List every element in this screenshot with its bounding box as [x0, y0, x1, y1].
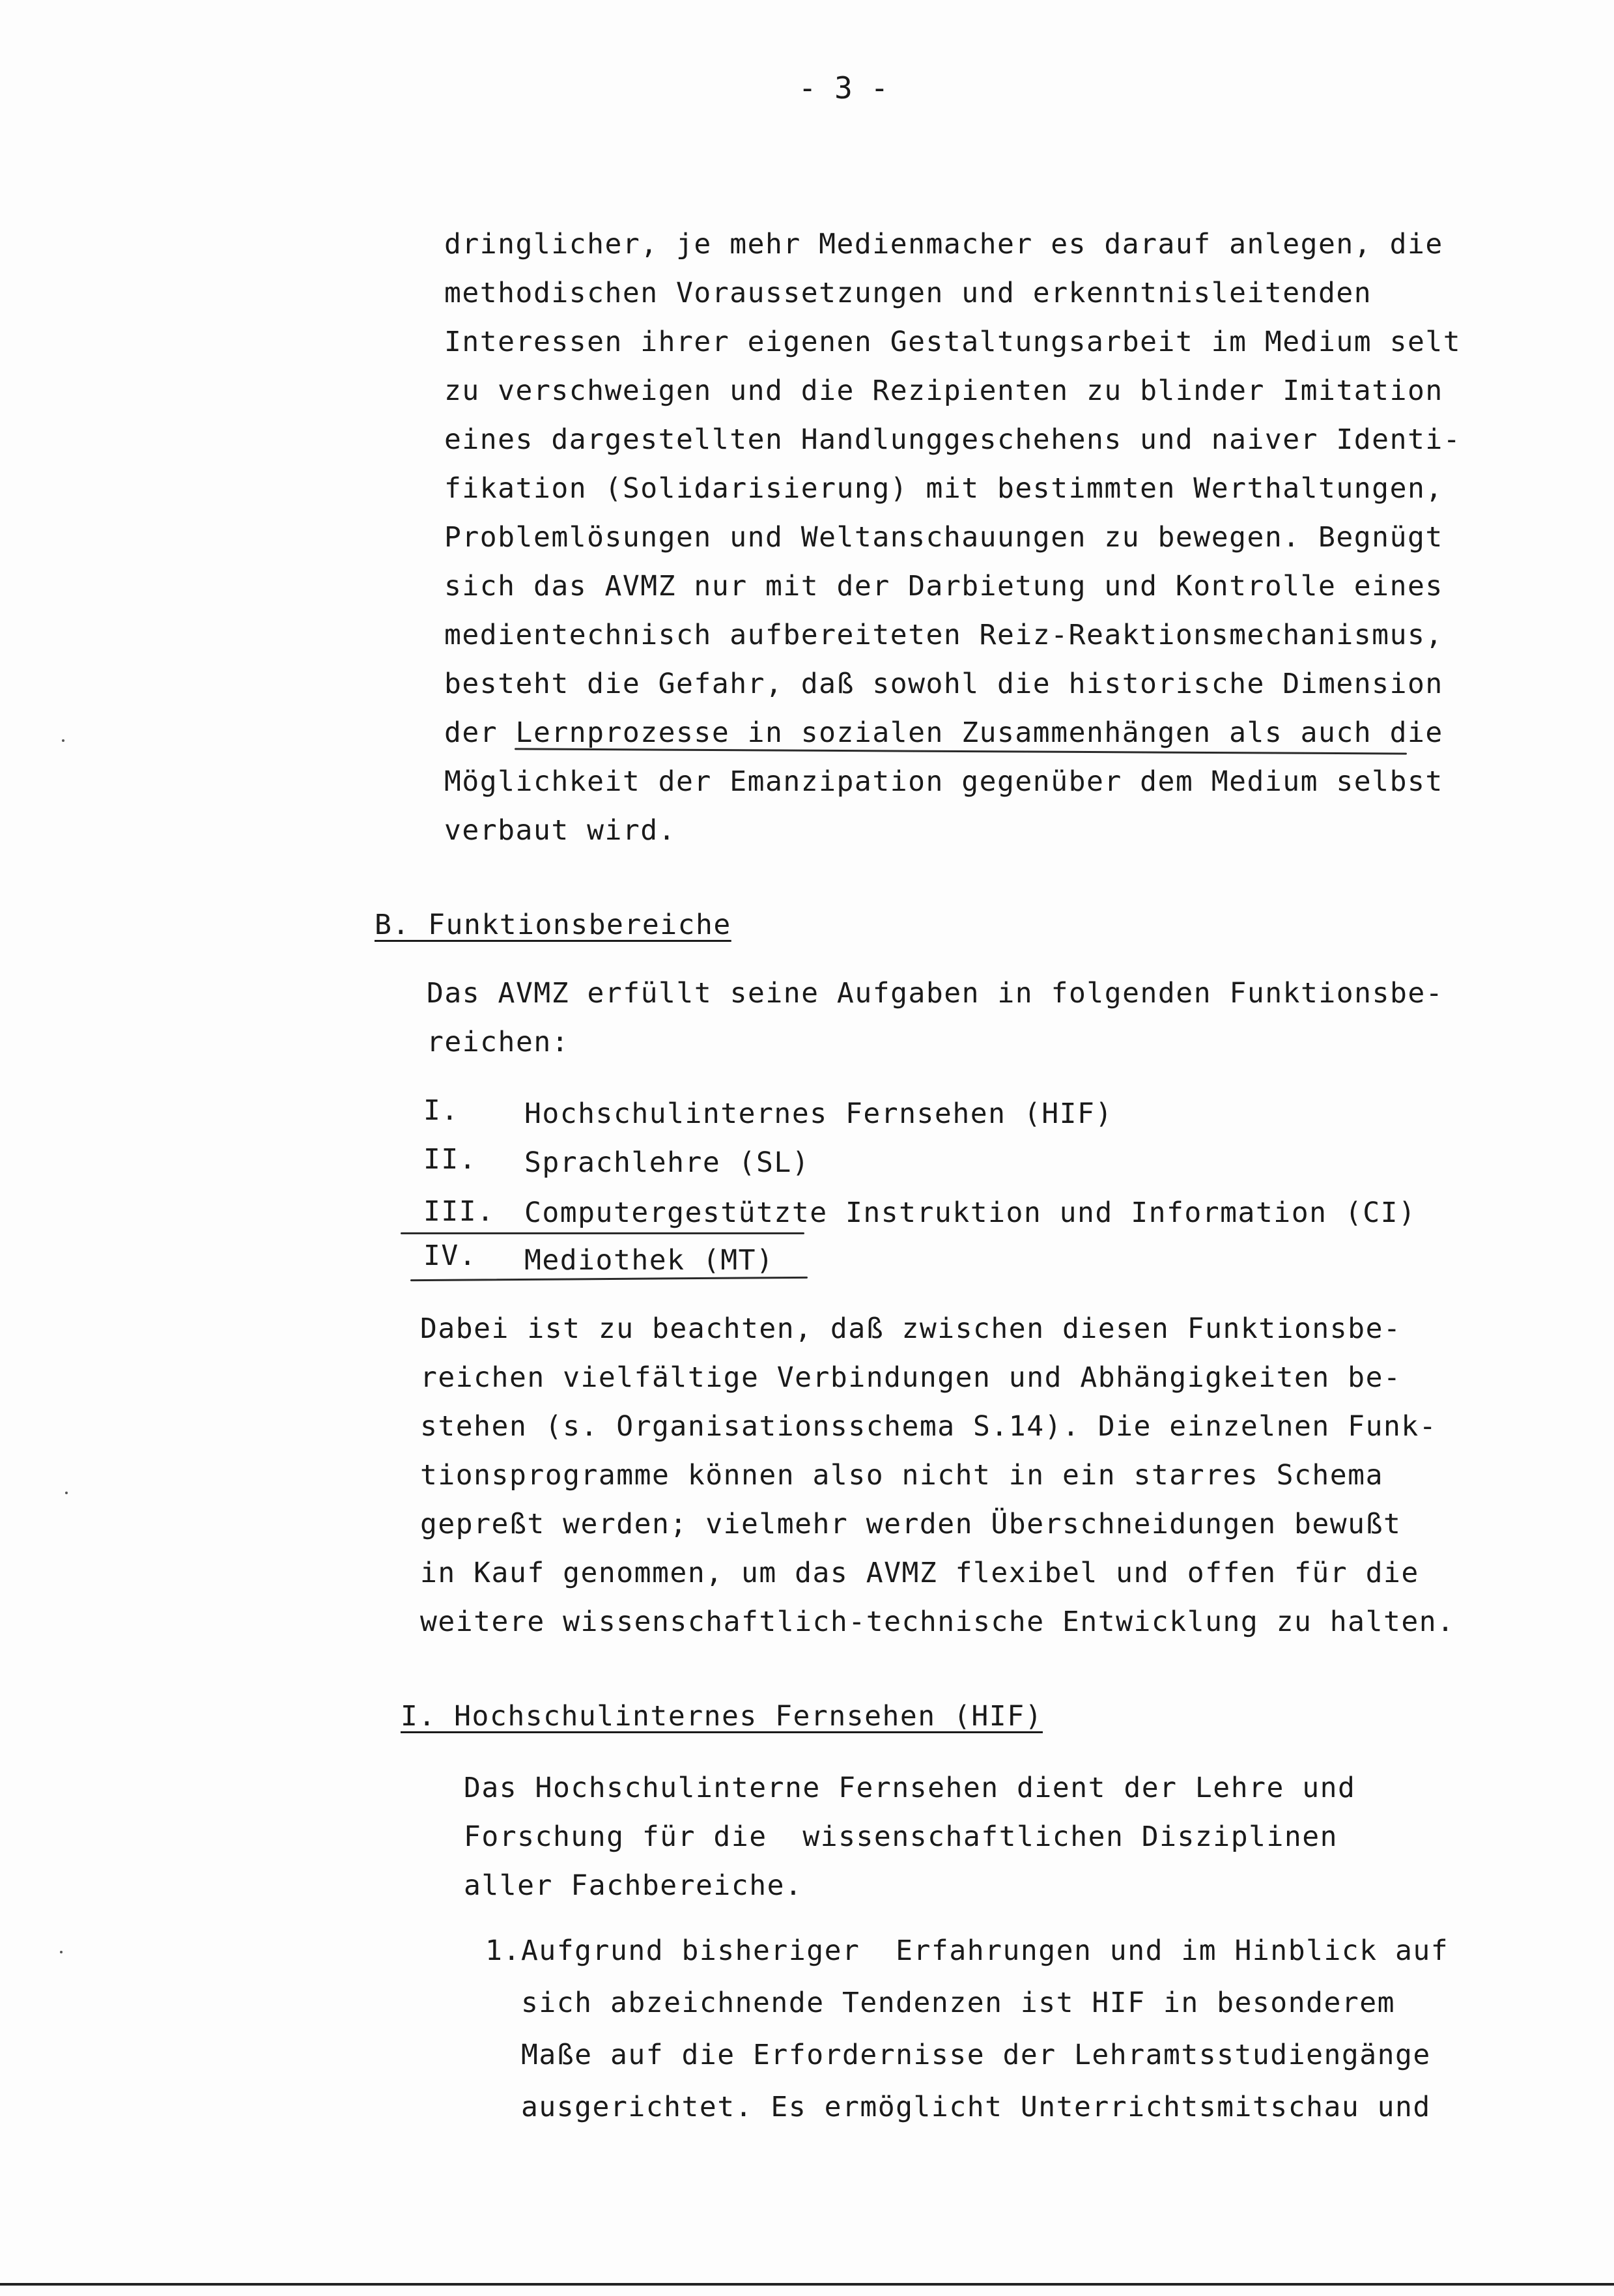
text-line: gepreßt werden; vielmehr werden Überschneidungen bewußt [420, 1508, 1402, 1540]
text-line: besteht die Gefahr, daß sowohl die historische Dimension [444, 668, 1443, 700]
bottom-edge-rule [0, 2283, 1614, 2286]
text-line: ausgerichtet. Es ermöglicht Unterrichtsmitschau und [521, 2091, 1431, 2123]
text-line: tionsprogramme können also nicht in ein starres Schema [420, 1459, 1383, 1492]
list-item: Sprachlehre (SL) [524, 1146, 810, 1179]
list-item: Mediothek (MT) [524, 1244, 774, 1277]
text-line: der Lernprozesse in sozialen Zusammenhängen als auch die [444, 716, 1443, 749]
text-line: Möglichkeit der Emanzipation gegenüber dem Medium selbst [444, 765, 1443, 798]
text-line: reichen: [427, 1026, 570, 1058]
section-heading: B. Funktionsbereiche [375, 909, 731, 941]
text-line: Maße auf die Erfordernisse der Lehramtsstudiengänge [521, 2039, 1431, 2071]
text-line: eines dargestellten Handlunggeschehens und naiver Identi- [444, 423, 1462, 456]
text-line: Problemlösungen und Weltanschauungen zu bewegen. Begnügt [444, 521, 1443, 554]
text-line: methodischen Voraussetzungen und erkenntnisleitenden [444, 277, 1372, 309]
section-heading: I. Hochschulinternes Fernsehen (HIF) [401, 1700, 1043, 1733]
item-number: 1. [485, 1935, 521, 1967]
text-line: weitere wissenschaftlich-technische Entwicklung zu halten. [420, 1606, 1455, 1638]
list-item: Computergestützte Instruktion und Information (CI) [524, 1197, 1417, 1229]
list-number: II. [423, 1143, 477, 1176]
text-line: verbaut wird. [444, 814, 677, 847]
text-line: aller Fachbereiche. [464, 1869, 803, 1902]
text-line: Dabei ist zu beachten, daß zwischen diesen Funktionsbe- [420, 1312, 1402, 1345]
text-line: in Kauf genommen, um das AVMZ flexibel und offen für die [420, 1557, 1419, 1589]
text-line: sich das AVMZ nur mit der Darbietung und Kontrolle eines [444, 570, 1443, 602]
text-line: Forschung für die wissenschaftlichen Disziplinen [464, 1821, 1338, 1853]
text-line: Das Hochschulinterne Fernsehen dient der Lehre und [464, 1772, 1356, 1804]
text-line: Aufgrund bisheriger Erfahrungen und im Hinblick auf [521, 1935, 1449, 1967]
scan-speck [65, 1492, 68, 1494]
text-line: dringlicher, je mehr Medienmacher es darauf anlegen, die [444, 228, 1443, 261]
list-item: Hochschulinternes Fernsehen (HIF) [524, 1098, 1113, 1130]
text-line: stehen (s. Organisationsschema S.14). Die einzelnen Funk- [420, 1410, 1437, 1443]
text-line: Interessen ihrer eigenen Gestaltungsarbeit im Medium selt [444, 326, 1462, 358]
scan-speck [60, 1951, 63, 1953]
text-line: Das AVMZ erfüllt seine Aufgaben in folgenden Funktionsbe- [427, 977, 1444, 1010]
text-line: sich abzeichnende Tendenzen ist HIF in besonderem [521, 1987, 1396, 2019]
list-number: I. [423, 1094, 459, 1127]
list-number: III. [423, 1195, 495, 1228]
page-number: - 3 - [798, 70, 889, 106]
handwritten-underline [401, 1232, 804, 1234]
text-line: fikation (Solidarisierung) mit bestimmten Werthaltungen, [444, 472, 1443, 505]
text-line: zu verschweigen und die Rezipienten zu blinder Imitation [444, 375, 1443, 407]
list-number: IV. [423, 1240, 477, 1272]
text-line: medientechnisch aufbereiteten Reiz-Reaktionsmechanismus, [444, 619, 1443, 651]
text-line: reichen vielfältige Verbindungen und Abhängigkeiten be- [420, 1361, 1402, 1394]
scan-speck [62, 739, 64, 742]
